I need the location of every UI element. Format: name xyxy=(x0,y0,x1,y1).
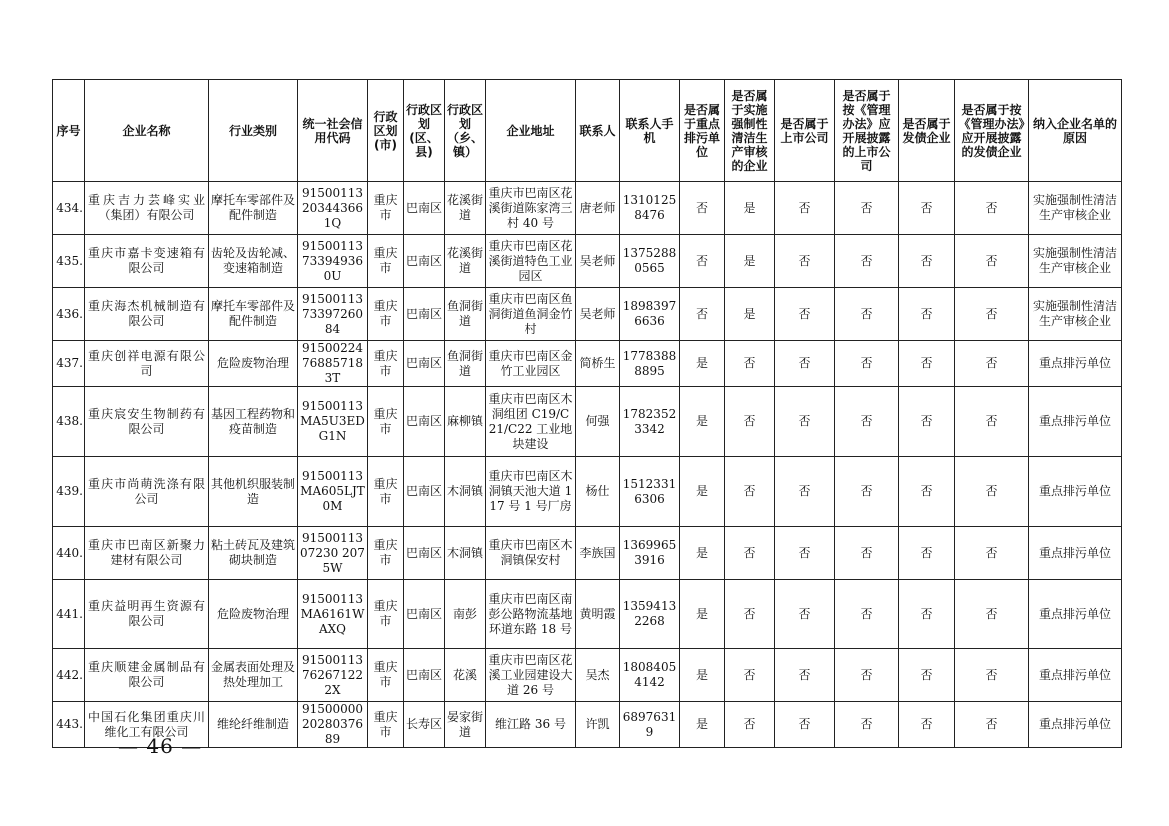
header-reason: 纳入企业名单的原因 xyxy=(1029,80,1122,182)
cell-company-name: 重庆宸安生物制药有限公司 xyxy=(85,387,209,457)
header-town: 行政区划（乡、镇） xyxy=(445,80,486,182)
cell-district: 巴南区 xyxy=(404,527,445,580)
cell-bond-disclose-flag: 否 xyxy=(955,649,1029,702)
cell-phone: 13101258476 xyxy=(620,182,680,235)
cell-row-number: 434. xyxy=(53,182,85,235)
header-credit-code: 统一社会信用代码 xyxy=(298,80,368,182)
cell-reason: 重点排污单位 xyxy=(1029,457,1122,527)
cell-bond-flag: 否 xyxy=(899,702,955,748)
cell-credit-code: 91500224768857183T xyxy=(298,341,368,387)
cell-bond-flag: 否 xyxy=(899,457,955,527)
cell-row-number: 438. xyxy=(53,387,85,457)
page-number: — 46 — xyxy=(118,734,203,758)
cell-bond-flag: 否 xyxy=(899,387,955,457)
cell-address: 维江路 36 号 xyxy=(486,702,576,748)
cell-reason: 重点排污单位 xyxy=(1029,341,1122,387)
header-seq: 序号 xyxy=(53,80,85,182)
cell-district: 巴南区 xyxy=(404,580,445,649)
cell-town: 鱼洞街道 xyxy=(445,288,486,341)
cell-company-name: 重庆吉力芸峰实业（集团）有限公司 xyxy=(85,182,209,235)
header-company-name: 企业名称 xyxy=(85,80,209,182)
cell-key-pollutant-flag: 是 xyxy=(680,649,725,702)
cell-key-pollutant-flag: 否 xyxy=(680,235,725,288)
cell-reason: 重点排污单位 xyxy=(1029,387,1122,457)
cell-phone: 13752880565 xyxy=(620,235,680,288)
cell-bond-flag: 否 xyxy=(899,235,955,288)
cell-credit-code: 915001137339726084 xyxy=(298,288,368,341)
cell-listed-disclose-flag: 否 xyxy=(835,702,899,748)
cell-row-number: 443. xyxy=(53,702,85,748)
table-row xyxy=(53,580,1122,649)
header-listed: 是否属于上市公司 xyxy=(775,80,835,182)
cell-district: 巴南区 xyxy=(404,387,445,457)
cell-clean-audit-flag: 是 xyxy=(725,182,775,235)
cell-industry: 粘土砖瓦及建筑砌块制造 xyxy=(209,527,298,580)
table-row xyxy=(53,387,1122,457)
cell-district: 巴南区 xyxy=(404,288,445,341)
cell-listed-disclose-flag: 否 xyxy=(835,649,899,702)
enterprise-table xyxy=(52,79,1122,748)
cell-bond-disclose-flag: 否 xyxy=(955,235,1029,288)
cell-address: 重庆市巴南区木洞镇保安村 xyxy=(486,527,576,580)
cell-address: 重庆市巴南区花溪工业园建设大道 26 号 xyxy=(486,649,576,702)
cell-industry: 其他机织服装制造 xyxy=(209,457,298,527)
cell-listed-flag: 否 xyxy=(775,182,835,235)
cell-city: 重庆市 xyxy=(368,580,404,649)
cell-district: 巴南区 xyxy=(404,235,445,288)
cell-company-name: 重庆顺建金属制品有限公司 xyxy=(85,649,209,702)
cell-key-pollutant-flag: 是 xyxy=(680,457,725,527)
cell-contact: 黄明霞 xyxy=(576,580,620,649)
table-header-row xyxy=(53,80,1122,182)
cell-address: 重庆市巴南区南彭公路物流基地环道东路 18 号 xyxy=(486,580,576,649)
cell-listed-flag: 否 xyxy=(775,702,835,748)
cell-contact: 杨仕 xyxy=(576,457,620,527)
cell-clean-audit-flag: 是 xyxy=(725,288,775,341)
cell-listed-flag: 否 xyxy=(775,527,835,580)
cell-industry: 危险废物治理 xyxy=(209,341,298,387)
cell-city: 重庆市 xyxy=(368,527,404,580)
cell-city: 重庆市 xyxy=(368,288,404,341)
cell-phone: 13699653916 xyxy=(620,527,680,580)
cell-phone: 17783888895 xyxy=(620,341,680,387)
cell-contact: 唐老师 xyxy=(576,182,620,235)
cell-town: 花溪 xyxy=(445,649,486,702)
cell-listed-disclose-flag: 否 xyxy=(835,341,899,387)
cell-phone: 15123316306 xyxy=(620,457,680,527)
cell-clean-audit-flag: 否 xyxy=(725,649,775,702)
cell-listed-flag: 否 xyxy=(775,235,835,288)
table-row xyxy=(53,288,1122,341)
cell-listed-disclose-flag: 否 xyxy=(835,387,899,457)
cell-city: 重庆市 xyxy=(368,702,404,748)
cell-row-number: 440. xyxy=(53,527,85,580)
cell-row-number: 442. xyxy=(53,649,85,702)
cell-company-name: 重庆市巴南区新聚力建材有限公司 xyxy=(85,527,209,580)
cell-listed-disclose-flag: 否 xyxy=(835,457,899,527)
cell-bond-flag: 否 xyxy=(899,580,955,649)
cell-row-number: 435. xyxy=(53,235,85,288)
table-row xyxy=(53,649,1122,702)
cell-row-number: 436. xyxy=(53,288,85,341)
cell-industry: 危险废物治理 xyxy=(209,580,298,649)
cell-city: 重庆市 xyxy=(368,649,404,702)
cell-town: 麻柳镇 xyxy=(445,387,486,457)
cell-clean-audit-flag: 否 xyxy=(725,457,775,527)
cell-key-pollutant-flag: 是 xyxy=(680,702,725,748)
cell-listed-flag: 否 xyxy=(775,341,835,387)
cell-credit-code: 91500113MA6161WAXQ xyxy=(298,580,368,649)
table-row xyxy=(53,182,1122,235)
cell-town: 花溪街道 xyxy=(445,182,486,235)
cell-town: 花溪街道 xyxy=(445,235,486,288)
cell-company-name: 重庆市尚萌洗涤有限公司 xyxy=(85,457,209,527)
cell-industry: 齿轮及齿轮减、变速箱制造 xyxy=(209,235,298,288)
cell-listed-disclose-flag: 否 xyxy=(835,288,899,341)
cell-bond-flag: 否 xyxy=(899,649,955,702)
table-body xyxy=(53,182,1122,748)
header-listed-disclose: 是否属于按《管理办法》应开展披露的上市公司 xyxy=(835,80,899,182)
cell-company-name: 重庆创祥电源有限公司 xyxy=(85,341,209,387)
cell-address: 重庆市巴南区鱼洞街道鱼洞金竹村 xyxy=(486,288,576,341)
cell-district: 长寿区 xyxy=(404,702,445,748)
cell-key-pollutant-flag: 是 xyxy=(680,580,725,649)
cell-credit-code: 91500113203443661Q xyxy=(298,182,368,235)
cell-credit-code: 91500113MA605LJT0M xyxy=(298,457,368,527)
cell-listed-disclose-flag: 否 xyxy=(835,182,899,235)
cell-company-name: 重庆海杰机械制造有限公司 xyxy=(85,288,209,341)
cell-phone: 18084054142 xyxy=(620,649,680,702)
cell-contact: 吴老师 xyxy=(576,235,620,288)
table-row xyxy=(53,235,1122,288)
cell-district: 巴南区 xyxy=(404,182,445,235)
header-city: 行政区划(市) xyxy=(368,80,404,182)
cell-credit-code: 915000002028037689 xyxy=(298,702,368,748)
cell-reason: 实施强制性清洁生产审核企业 xyxy=(1029,288,1122,341)
cell-bond-flag: 否 xyxy=(899,527,955,580)
cell-phone: 17823523342 xyxy=(620,387,680,457)
cell-town: 木洞镇 xyxy=(445,457,486,527)
cell-contact: 许凯 xyxy=(576,702,620,748)
cell-industry: 摩托车零部件及配件制造 xyxy=(209,182,298,235)
cell-bond-disclose-flag: 否 xyxy=(955,288,1029,341)
cell-listed-disclose-flag: 否 xyxy=(835,580,899,649)
cell-bond-disclose-flag: 否 xyxy=(955,182,1029,235)
cell-key-pollutant-flag: 否 xyxy=(680,288,725,341)
cell-town: 晏家街道 xyxy=(445,702,486,748)
cell-bond-flag: 否 xyxy=(899,341,955,387)
cell-industry: 摩托车零部件及配件制造 xyxy=(209,288,298,341)
cell-bond-disclose-flag: 否 xyxy=(955,387,1029,457)
cell-clean-audit-flag: 否 xyxy=(725,341,775,387)
cell-city: 重庆市 xyxy=(368,182,404,235)
cell-district: 巴南区 xyxy=(404,457,445,527)
cell-key-pollutant-flag: 否 xyxy=(680,182,725,235)
cell-row-number: 437. xyxy=(53,341,85,387)
cell-listed-flag: 否 xyxy=(775,457,835,527)
cell-credit-code: 91500113MA5U3EDG1N xyxy=(298,387,368,457)
header-key-pollutant: 是否属于重点排污单位 xyxy=(680,80,725,182)
cell-credit-code: 91500113762671222X xyxy=(298,649,368,702)
header-phone: 联系人手机 xyxy=(620,80,680,182)
header-industry: 行业类别 xyxy=(209,80,298,182)
table-row xyxy=(53,527,1122,580)
cell-company-name: 中国石化集团重庆川维化工有限公司 xyxy=(85,702,209,748)
cell-city: 重庆市 xyxy=(368,341,404,387)
cell-credit-code: 9150011307230 2075W xyxy=(298,527,368,580)
cell-reason: 重点排污单位 xyxy=(1029,580,1122,649)
cell-key-pollutant-flag: 是 xyxy=(680,387,725,457)
cell-listed-disclose-flag: 否 xyxy=(835,235,899,288)
cell-contact: 吴杰 xyxy=(576,649,620,702)
cell-reason: 重点排污单位 xyxy=(1029,527,1122,580)
table-row xyxy=(53,702,1122,748)
cell-town: 鱼洞街道 xyxy=(445,341,486,387)
cell-address: 重庆市巴南区木洞镇天池大道 117 号 1 号厂房 xyxy=(486,457,576,527)
cell-reason: 重点排污单位 xyxy=(1029,649,1122,702)
cell-bond-disclose-flag: 否 xyxy=(955,580,1029,649)
cell-address: 重庆市巴南区木洞组团 C19/C21/C22 工业地块建设 xyxy=(486,387,576,457)
cell-phone: 13594132268 xyxy=(620,580,680,649)
cell-contact: 何强 xyxy=(576,387,620,457)
cell-industry: 金属表面处理及热处理加工 xyxy=(209,649,298,702)
cell-bond-disclose-flag: 否 xyxy=(955,702,1029,748)
header-bond-disclose: 是否属于按《管理办法》应开展披露的发债企业 xyxy=(955,80,1029,182)
cell-clean-audit-flag: 是 xyxy=(725,235,775,288)
cell-address: 重庆市巴南区花溪街道陈家湾三村 40 号 xyxy=(486,182,576,235)
table-row xyxy=(53,457,1122,527)
table-row xyxy=(53,341,1122,387)
cell-contact: 简桥生 xyxy=(576,341,620,387)
cell-listed-flag: 否 xyxy=(775,288,835,341)
header-clean-audit: 是否属于实施强制性清洁生产审核的企业 xyxy=(725,80,775,182)
cell-contact: 吴老师 xyxy=(576,288,620,341)
cell-listed-flag: 否 xyxy=(775,387,835,457)
cell-district: 巴南区 xyxy=(404,341,445,387)
header-district: 行政区划(区、县) xyxy=(404,80,445,182)
header-contact: 联系人 xyxy=(576,80,620,182)
cell-town: 南彭 xyxy=(445,580,486,649)
cell-listed-flag: 否 xyxy=(775,649,835,702)
cell-bond-flag: 否 xyxy=(899,182,955,235)
cell-key-pollutant-flag: 是 xyxy=(680,527,725,580)
cell-industry: 维纶纤维制造 xyxy=(209,702,298,748)
cell-row-number: 439. xyxy=(53,457,85,527)
cell-company-name: 重庆市嘉卡变速箱有限公司 xyxy=(85,235,209,288)
cell-industry: 基因工程药物和疫苗制造 xyxy=(209,387,298,457)
cell-city: 重庆市 xyxy=(368,387,404,457)
cell-company-name: 重庆益明再生资源有限公司 xyxy=(85,580,209,649)
cell-bond-disclose-flag: 否 xyxy=(955,341,1029,387)
cell-clean-audit-flag: 否 xyxy=(725,527,775,580)
cell-clean-audit-flag: 否 xyxy=(725,387,775,457)
header-address: 企业地址 xyxy=(486,80,576,182)
cell-bond-flag: 否 xyxy=(899,288,955,341)
cell-contact: 李族国 xyxy=(576,527,620,580)
cell-row-number: 441. xyxy=(53,580,85,649)
cell-city: 重庆市 xyxy=(368,457,404,527)
cell-bond-disclose-flag: 否 xyxy=(955,527,1029,580)
cell-clean-audit-flag: 否 xyxy=(725,580,775,649)
cell-listed-flag: 否 xyxy=(775,580,835,649)
cell-address: 重庆市巴南区金竹工业园区 xyxy=(486,341,576,387)
header-bond: 是否属于发债企业 xyxy=(899,80,955,182)
cell-key-pollutant-flag: 是 xyxy=(680,341,725,387)
cell-city: 重庆市 xyxy=(368,235,404,288)
cell-listed-disclose-flag: 否 xyxy=(835,527,899,580)
cell-reason: 重点排污单位 xyxy=(1029,702,1122,748)
cell-address: 重庆市巴南区花溪街道特色工业园区 xyxy=(486,235,576,288)
cell-reason: 实施强制性清洁生产审核企业 xyxy=(1029,182,1122,235)
cell-credit-code: 91500113733949360U xyxy=(298,235,368,288)
cell-clean-audit-flag: 否 xyxy=(725,702,775,748)
cell-reason: 实施强制性清洁生产审核企业 xyxy=(1029,235,1122,288)
cell-town: 木洞镇 xyxy=(445,527,486,580)
cell-phone: 68976319 xyxy=(620,702,680,748)
cell-bond-disclose-flag: 否 xyxy=(955,457,1029,527)
cell-district: 巴南区 xyxy=(404,649,445,702)
cell-phone: 18983976636 xyxy=(620,288,680,341)
